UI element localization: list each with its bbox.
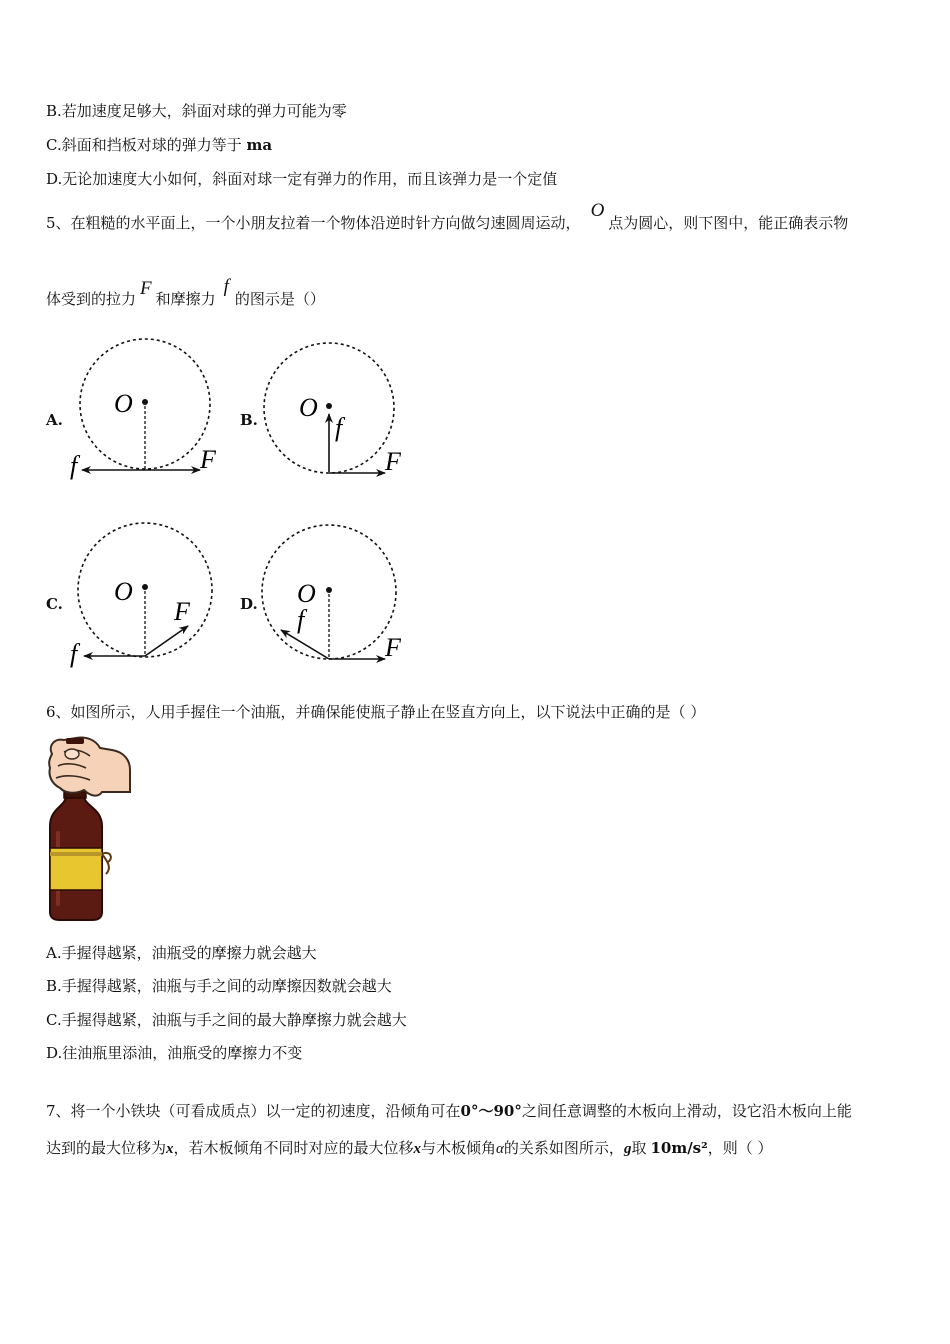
q5-var-f-lower: f [223, 276, 229, 297]
q5-diagram-b [245, 330, 415, 490]
force-f-arrow [145, 626, 188, 656]
q7-var-g: g [623, 1141, 632, 1157]
q5-option-d-label: D. [240, 595, 258, 613]
q5-var-f-upper: F [140, 278, 152, 299]
q4-option-c-text: C.斜面和挡板对球的弹力等于 [46, 136, 247, 154]
hand [49, 737, 130, 795]
q5-stem-text-3: 体受到的拉力 [46, 290, 137, 308]
q7-var-x-2: x [413, 1141, 422, 1157]
hand-thumb [65, 749, 79, 759]
q6-option-c: C.手握得越紧，油瓶与手之间的最大静摩擦力就会越大 [46, 1011, 407, 1029]
hand-holding-bottle-illustration [46, 736, 136, 924]
q5-diagram-d [245, 512, 415, 672]
q7-stem-text-7: 取 [631, 1139, 647, 1157]
q4-option-c [46, 135, 272, 155]
q7-g-value: 10m/s² [650, 1139, 708, 1157]
q7-var-alpha: α [496, 1141, 504, 1157]
q5-stem-text-5: 的图示是（） [234, 290, 325, 308]
bottle-label-band [50, 852, 102, 856]
q7-angle-range: 0°～90° [460, 1102, 522, 1120]
q5-stem-text-4: 和摩擦力 [155, 290, 216, 308]
q7-stem-text-6: 的关系如图所示， [503, 1139, 624, 1157]
q6-option-b: B.手握得越紧，油瓶与手之间的动摩擦因数就会越大 [46, 977, 392, 995]
q7-stem-line1 [46, 1101, 852, 1121]
center-dot [326, 587, 332, 593]
q7-stem-text-1: 7、将一个小铁块（可看成质点）以一定的初速度，沿倾角可在 [46, 1102, 461, 1120]
q7-stem-text-2: 之间任意调整的木板向上滑动，设它沿木板向上能 [521, 1102, 852, 1120]
q5-stem-line2 [46, 276, 325, 309]
q4-option-c-ma: ma [246, 136, 273, 154]
q7-stem-text-3: 达到的最大位移为 [46, 1139, 167, 1157]
q7-var-x: x [166, 1141, 174, 1157]
q5-option-b-label: B. [240, 411, 258, 429]
q4-option-d: D.无论加速度大小如何，斜面对球一定有弹力的作用，而且该弹力是一个定值 [46, 170, 558, 188]
label-f-lower: f [335, 413, 343, 442]
q5-stem-text-2: 点为圆心，则下图中，能正确表示物 [608, 214, 849, 232]
q6-option-a: A.手握得越紧，油瓶受的摩擦力就会越大 [46, 944, 317, 962]
center-dot [142, 584, 148, 590]
bottle-string [102, 853, 111, 874]
q5-stem-text-1: 5、在粗糙的水平面上，一个小朋友拉着一个物体沿逆时针方向做匀速圆周运动， [46, 214, 581, 232]
q7-stem-line2 [46, 1138, 772, 1159]
q4-option-b: B.若加速度足够大，斜面对球的弹力可能为零 [46, 102, 347, 120]
q5-stem-line1 [46, 200, 849, 233]
label-f-upper: F [200, 445, 216, 474]
center-dot [326, 403, 332, 409]
q5-diagram-a [60, 330, 230, 490]
center-dot [142, 399, 148, 405]
label-f-upper: F [174, 597, 190, 626]
label-f-lower: f [70, 451, 78, 480]
q6-stem: 6、如图所示，人用手握住一个油瓶，并确保能使瓶子静止在竖直方向上，以下说法中正确的是（ ） [46, 703, 706, 721]
q5-option-a-label: A. [46, 411, 63, 429]
label-o: O [114, 389, 133, 418]
q7-stem-text-4: ，若木板倾角不同时对应的最大位移 [173, 1139, 414, 1157]
friction-arrow [281, 630, 329, 659]
label-f-upper: F [385, 633, 401, 662]
label-o: O [114, 577, 133, 606]
q6-option-d: D.往油瓶里添油，油瓶受的摩擦力不变 [46, 1044, 303, 1062]
label-o: O [297, 579, 316, 608]
label-f-lower: f [70, 639, 78, 668]
label-f-upper: F [385, 447, 401, 476]
bottle-cap [66, 738, 84, 744]
q7-stem-text-8: ，则（ ） [707, 1139, 773, 1157]
q5-var-o: O [590, 200, 605, 221]
q5-diagram-c [60, 512, 230, 672]
label-f-lower: f [297, 605, 305, 634]
q5-option-c-label: C. [46, 595, 63, 613]
q7-stem-text-5: 与木板倾角 [421, 1139, 497, 1157]
label-o: O [299, 393, 318, 422]
